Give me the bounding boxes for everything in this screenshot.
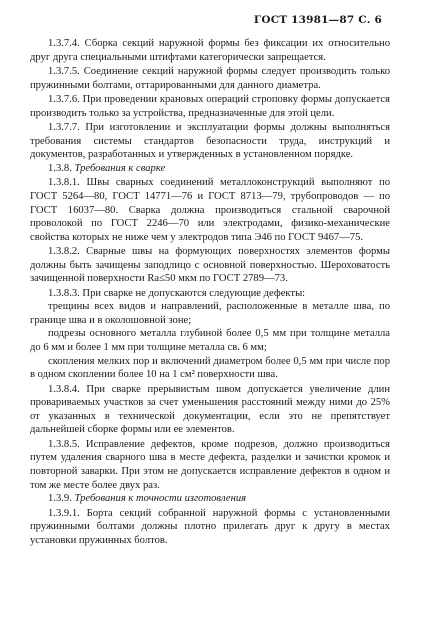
section-heading-1-3-9 bbox=[30, 492, 390, 506]
section-title: Требования к сварке bbox=[74, 162, 166, 174]
paragraph-1-3-7-7: 1.3.7.7. При изготовлении и эксплуатации формы должны выполняться требования системы стандартов безопасности труда, инструкций и документов, разработанных и утвержденных в установленном порядке. bbox=[30, 122, 390, 161]
paragraph-1-3-7-6: 1.3.7.6. При проведении крановых операций строповку формы допускается производить только за устройства, предназначенные для этой цели. bbox=[30, 94, 390, 119]
paragraph-1-3-8-5: 1.3.8.5. Исправление дефектов, кроме подрезов, должно производиться путем удаления сварного шва в месте дефекта, разделки и зачистки кромок и повторной заварки. При этом не допускается исправление дефектов в одном и том же месте более двух раз. bbox=[30, 438, 390, 491]
document-body bbox=[30, 37, 390, 547]
section-number: 1.3.9. bbox=[48, 493, 72, 505]
paragraph-1-3-7-4: 1.3.7.4. Сборка секций наружной формы без фиксации их относительно друг друга специальными штифтами категорически запрещается. bbox=[30, 38, 390, 63]
defect-item-cracks: трещины всех видов и направлений, расположенные в металле шва, по границе шва и в околошовной зоне; bbox=[30, 301, 390, 326]
paragraph-1-3-8-1: 1.3.8.1. Швы сварных соединений металлоконструкций выполняют по ГОСТ 5264—80, ГОСТ 14771—76 и ГОСТ 8713—79, трубопроводов — по ГОСТ 16037—80. Сварка должна производиться стальной сварочной проволокой по ГОСТ 2246—70 или электродами, физико-механические свойства которых не ниже чем у электродов типа Э46 по ГОСТ 9467—75. bbox=[30, 177, 390, 243]
defect-item-undercuts: подрезы основного металла глубиной более 0,5 мм при толщине металла до 6 мм и более 1 мм при толщине металла св. 6 мм; bbox=[30, 328, 390, 354]
paragraph-1-3-8-4: 1.3.8.4. При сварке прерывистым швом допускается увеличение длин провариваемых участков за счет уменьшения расстояний между ними до 25% от указанных в технической документации, если это не препятствует дальнейшей сборке формы или ее элементов. bbox=[30, 383, 390, 436]
section-heading-1-3-8 bbox=[30, 162, 390, 176]
paragraph-1-3-7-5: 1.3.7.5. Соединение секций наружной формы следует производить только пружинными болтами, оттарированными для данного диаметра. bbox=[30, 66, 390, 91]
section-number: 1.3.8. bbox=[48, 162, 72, 174]
section-title: Требования к точности изготовления bbox=[74, 493, 247, 505]
paragraph-1-3-8-2: 1.3.8.2. Сварные швы на формующих поверхностях элементов формы должны быть зачищены заподлицо с основной поверхностью. Шероховатость зачищенной поверхности Ra≤50 мкм по ГОСТ 2789—73. bbox=[30, 246, 390, 285]
paragraph-1-3-9-1: 1.3.9.1. Борта секций собранной наружной формы с установленными пружинными болтами должны плотно прилегать друг к другу в местах установки пружинных болтов. bbox=[30, 507, 390, 546]
defect-item-pores: скопления мелких пор и включений диаметром более 0,5 мм при числе пор в одном скоплении более 10 на 1 см² поверхности шва. bbox=[30, 355, 390, 381]
paragraph-1-3-8-3: 1.3.8.3. При сварке не допускаются следующие дефекты: bbox=[48, 287, 306, 299]
page-header: ГОСТ 13981—87 С. 6 bbox=[253, 14, 382, 26]
